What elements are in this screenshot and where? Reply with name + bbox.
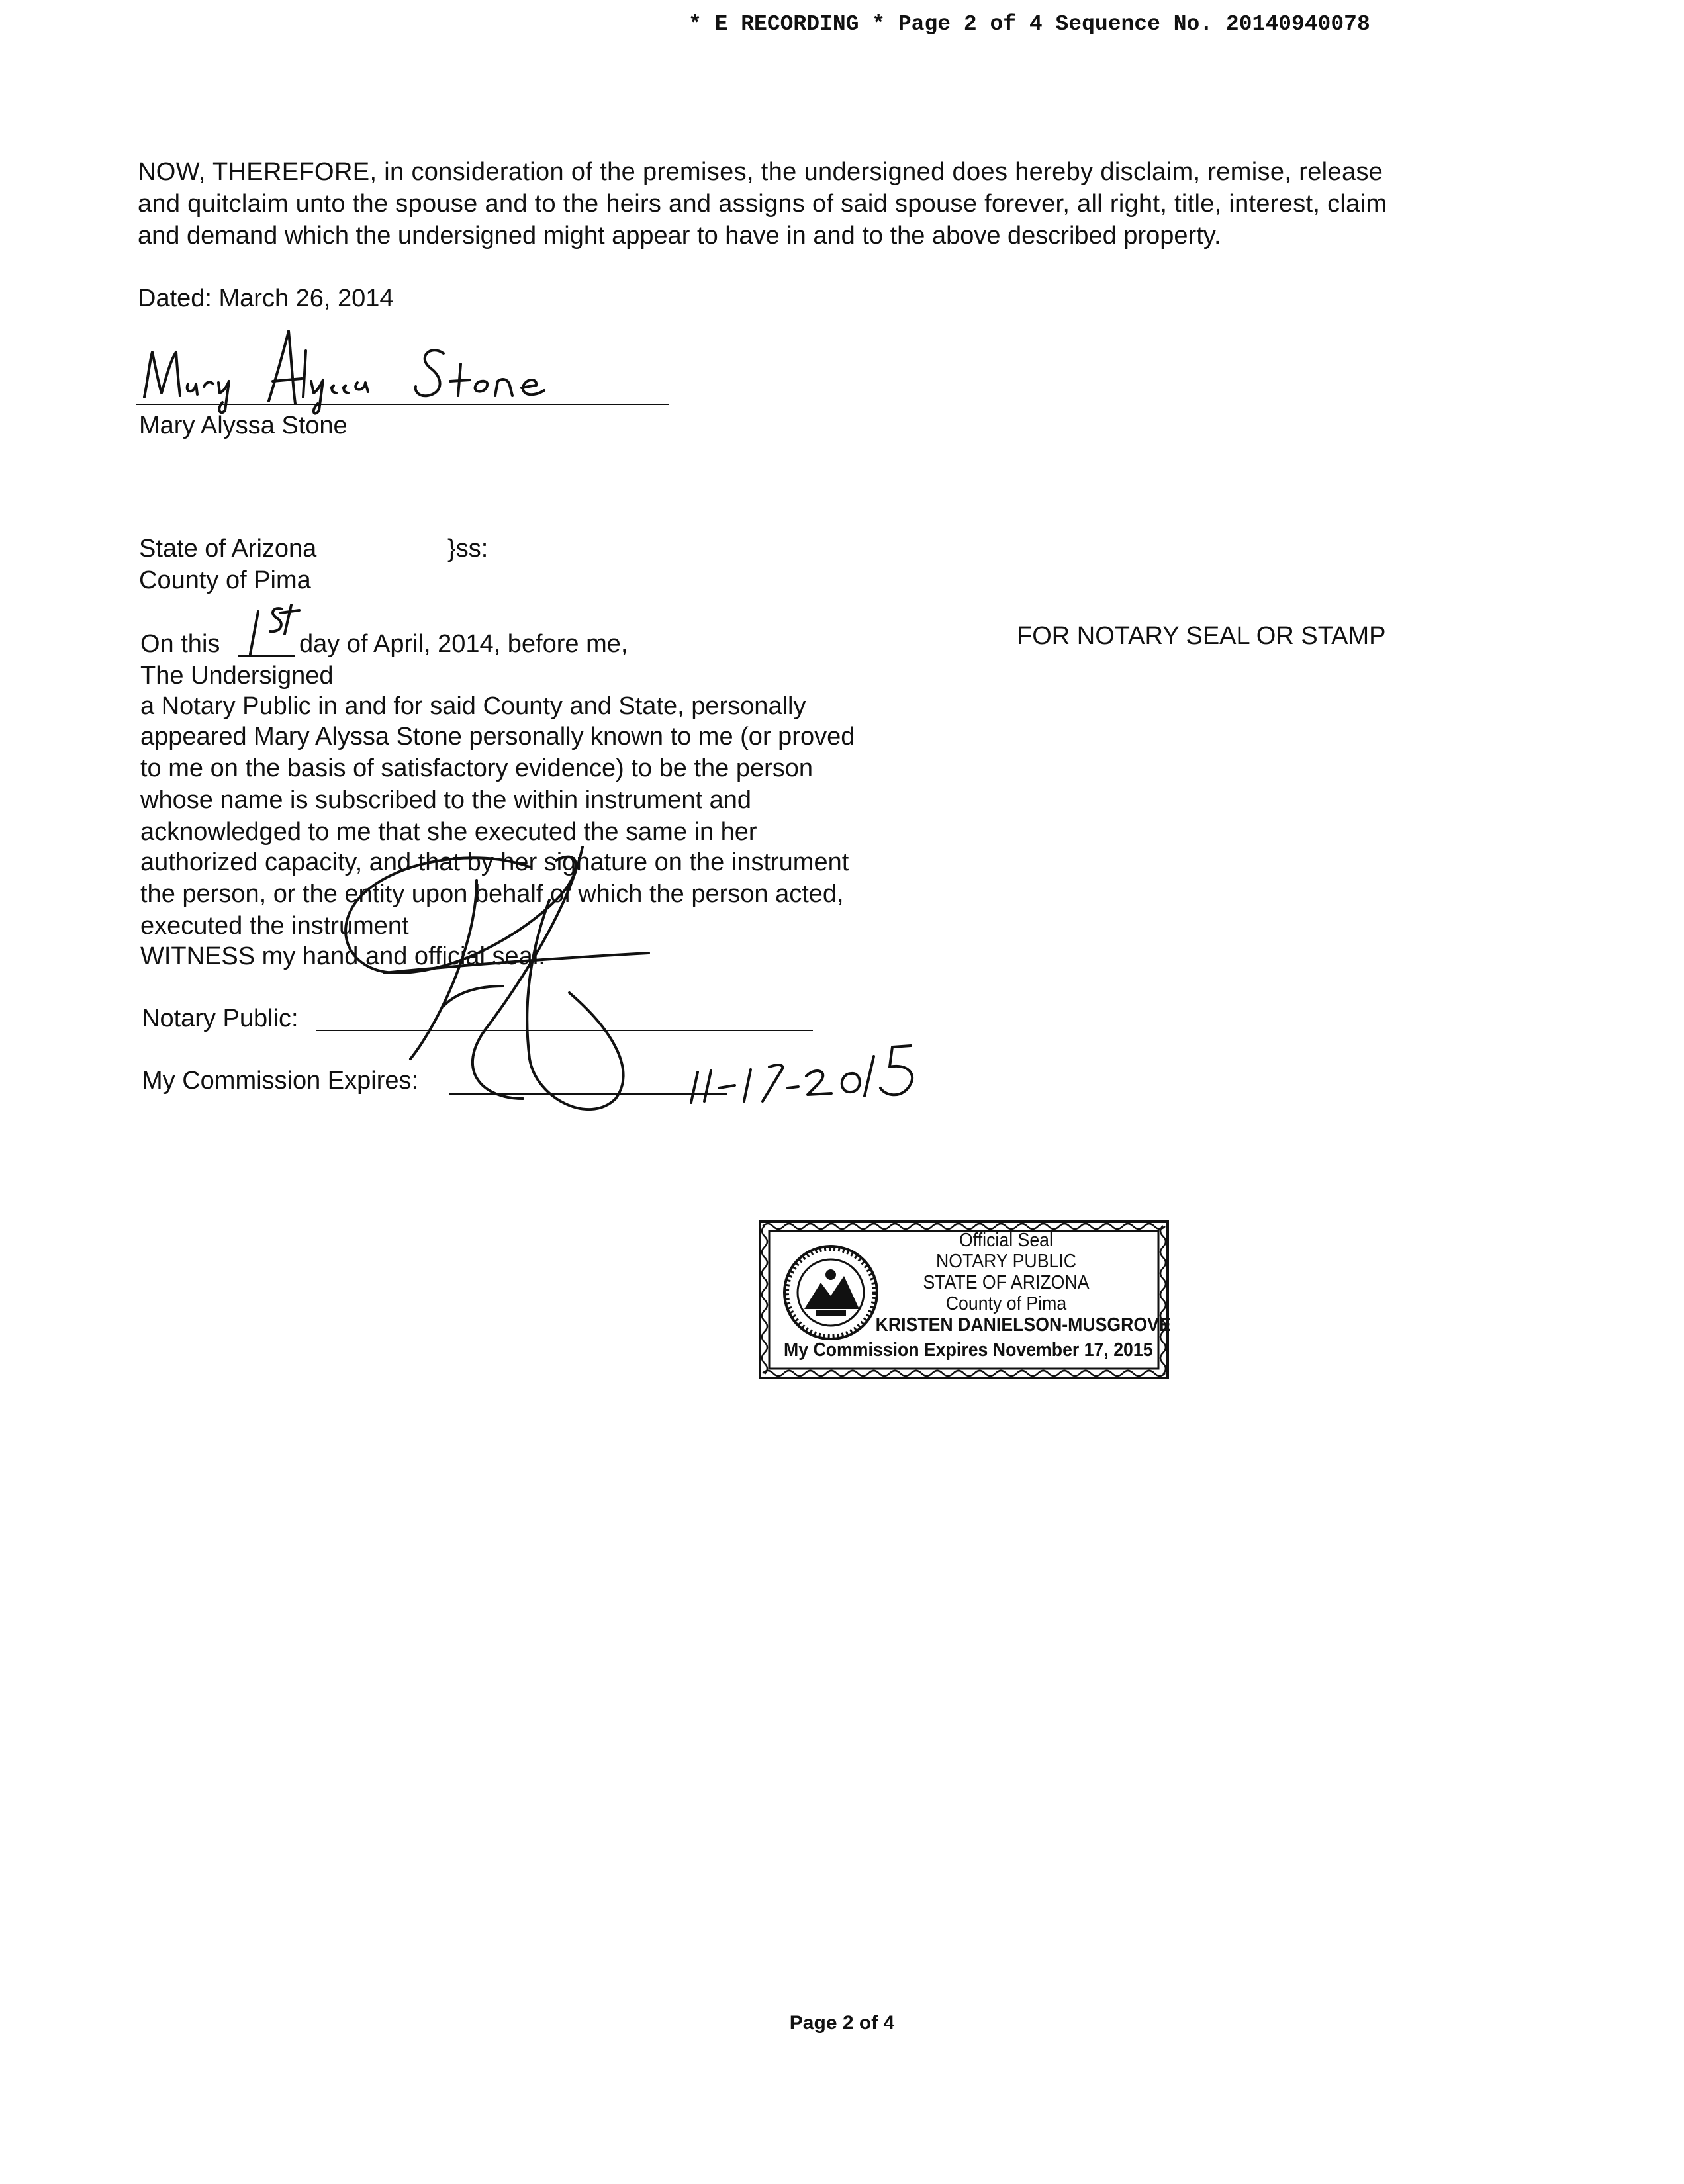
ack-line-4: to me on the basis of satisfactory evidence) to be the person	[140, 754, 814, 782]
seal-line-official-seal: Official Seal	[959, 1230, 1053, 1251]
arizona-state-seal-icon	[781, 1243, 880, 1342]
ack-line-1: The Undersigned	[140, 662, 334, 690]
notary-seal-stamp	[755, 1216, 1173, 1383]
acknowledgment-day-prefix: On this	[140, 630, 220, 658]
venue-state: State of Arizona	[139, 535, 317, 563]
signature-underline	[136, 404, 669, 405]
signer-printed-name: Mary Alyssa Stone	[139, 412, 348, 439]
ack-line-7: authorized capacity, and that by her signature on the instrument	[140, 848, 849, 876]
seal-line-commission-expires: My Commission Expires November 17, 2015	[784, 1340, 1153, 1361]
dated-line: Dated: March 26, 2014	[138, 285, 394, 312]
seal-line-notary-public: NOTARY PUBLIC	[935, 1251, 1077, 1272]
ack-line-2: a Notary Public in and for said County and State, personally	[140, 692, 806, 720]
venue-ss: }ss:	[447, 535, 489, 563]
seal-line-notary-name: KRISTEN DANIELSON-MUSGROVE	[875, 1314, 1171, 1336]
ack-line-10: WITNESS my hand and official seal.	[140, 942, 545, 970]
ack-line-5: whose name is subscribed to the within instrument and	[140, 786, 752, 814]
acknowledgment-day-suffix: day of April, 2014, before me,	[299, 630, 628, 658]
ack-line-8: the person, or the entity upon behalf of which the person acted,	[140, 880, 844, 908]
notary-public-label: Notary Public:	[142, 1005, 299, 1032]
signature-mary-alyssa-stone	[132, 324, 688, 417]
handwritten-commission-date	[682, 1032, 947, 1112]
ack-line-9: executed the instrument	[140, 912, 409, 940]
seal-line-state: STATE OF ARIZONA	[923, 1272, 1090, 1293]
ack-line-6: acknowledged to me that she executed the same in her	[140, 818, 757, 846]
commission-expires-label: My Commission Expires:	[142, 1067, 419, 1095]
recording-header: * E RECORDING * Page 2 of 4 Sequence No. 20140940078	[688, 12, 1370, 36]
paragraph-line-2: and quitclaim unto the spouse and to the heirs and assigns of said spouse forever, all right, title, interest, claim	[138, 190, 1387, 218]
seal-line-county: County of Pima	[945, 1293, 1067, 1314]
venue-county: County of Pima	[139, 567, 311, 594]
notary-signature-scrawl	[304, 807, 675, 1132]
ack-line-3: appeared Mary Alyssa Stone personally known to me (or proved	[140, 723, 855, 751]
paragraph-line-3: and demand which the undersigned might appear to have in and to the above described property.	[138, 222, 1221, 250]
paragraph-line-1: NOW, THEREFORE, in consideration of the premises, the undersigned does hereby disclaim, remise, release	[138, 158, 1383, 186]
page-number-footer: Page 2 of 4	[789, 2012, 895, 2034]
seal-box-label: FOR NOTARY SEAL OR STAMP	[1017, 622, 1386, 650]
